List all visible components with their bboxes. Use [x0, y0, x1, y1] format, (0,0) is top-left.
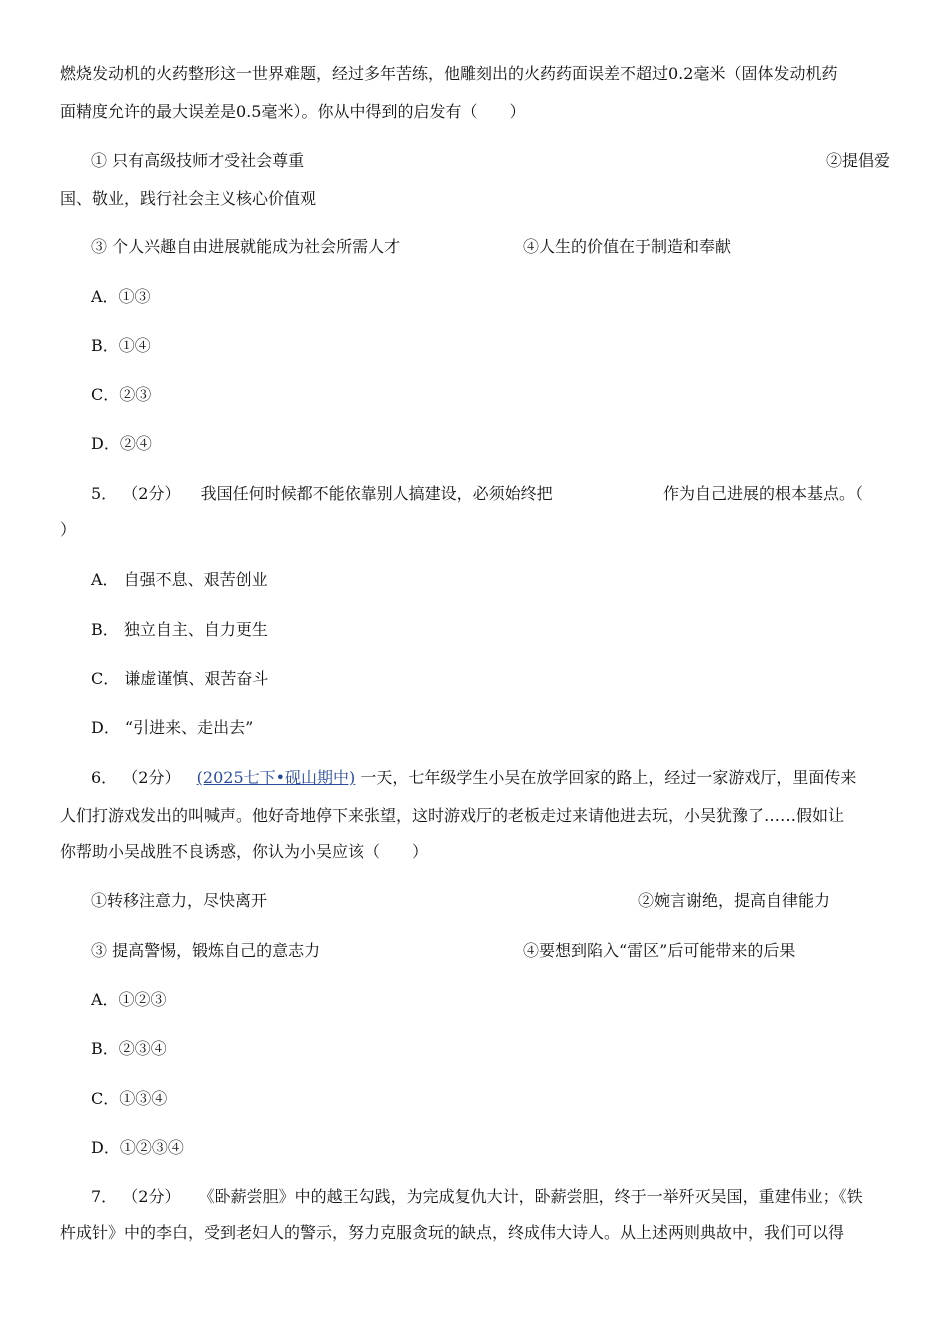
- q4-choice-b[interactable]: B．①④: [91, 336, 151, 355]
- q7-stem-line2: 杵成针》中的李白，受到老妇人的警示，努力克服贪玩的缺点，终成伟大诗人。从上述两则典故中，我们可以得: [60, 1223, 845, 1242]
- q6-choice-d[interactable]: D．①②③④: [91, 1138, 184, 1157]
- q6-option-2: ②婉言谢绝，提高自律能力: [638, 891, 831, 910]
- q6-stem-text: 一天，七年级学生小吴在放学回家的路上，经过一家游戏厅，里面传来: [360, 768, 857, 787]
- q5-choice-d[interactable]: D． “引进来、走出去”: [91, 718, 254, 737]
- q6-source-link[interactable]: (2025七下•砚山期中): [196, 768, 356, 787]
- q6-option-1: ①转移注意力，尽快离开: [91, 891, 268, 910]
- q7-score: （2分）: [122, 1187, 181, 1206]
- q5-stem-text: 我国任何时候都不能依靠别人搞建设，必须始终把: [200, 484, 553, 503]
- q7-number: 7．: [91, 1187, 118, 1206]
- q4-choice-a[interactable]: A．①③: [91, 287, 151, 306]
- q5-choice-b[interactable]: B． 独立自主、自力更生: [91, 620, 268, 639]
- q4-choice-c[interactable]: C．②③: [91, 385, 152, 404]
- q6-choice-b[interactable]: B．②③④: [91, 1039, 167, 1058]
- q7-stem-text: 《卧薪尝胆》中的越王勾践，为完成复仇大计，卧薪尝胆，终于一举歼灭吴国，重建伟业；《铁: [198, 1187, 863, 1206]
- q4-option-1: ① 只有高级技师才受社会尊重: [91, 151, 305, 170]
- q5-choice-c[interactable]: C． 谦虚谨慎、艰苦奋斗: [91, 669, 269, 688]
- q6-option-4: ④要想到陷入“雷区”后可能带来的后果: [523, 941, 796, 960]
- q7-stem-line1: [91, 1187, 863, 1207]
- q5-number: 5．: [91, 484, 118, 503]
- q6-option-3: ③ 提高警惕，锻炼自己的意志力: [91, 941, 321, 960]
- q6-score: （2分）: [122, 768, 181, 787]
- q6-number: 6．: [91, 768, 118, 787]
- q6-stem-line3: 你帮助小吴战胜不良诱惑，你认为小吴应该（ ）: [60, 842, 429, 861]
- q4-stem-line1: 燃烧发动机的火药整形这一世界难题，经过多年苦练，他雕刻出的火药药面误差不超过0.2毫米（固体发动机药: [60, 64, 838, 83]
- q4-option-3: ③ 个人兴趣自由进展就能成为社会所需人才: [91, 237, 401, 256]
- q6-choice-c[interactable]: C．①③④: [91, 1089, 168, 1108]
- q4-choice-d[interactable]: D．②④: [91, 434, 152, 453]
- q5-stem-close: ）: [60, 520, 77, 539]
- q5-score: （2分）: [122, 484, 181, 503]
- q5-choice-a[interactable]: A． 自强不息、艰苦创业: [91, 570, 268, 589]
- q6-stem-line1: [91, 768, 856, 788]
- q5-stem-tail: 作为自己进展的根本基点。（: [663, 484, 864, 503]
- q4-option-2-start: ②提倡爱: [826, 151, 891, 170]
- q6-stem-line2: 人们打游戏发出的叫喊声。他好奇地停下来张望，这时游戏厅的老板走过来请他进去玩，小吴犹豫了……假如让: [60, 806, 845, 825]
- q5-stem: [91, 484, 553, 504]
- q6-choice-a[interactable]: A．①②③: [91, 990, 167, 1009]
- q4-stem-line2: 面精度允许的最大误差是0.5毫米）。你从中得到的启发有（ ）: [60, 102, 526, 121]
- q4-option-4: ④人生的价值在于制造和奉献: [523, 237, 732, 256]
- q4-option-2-end: 国、敬业，践行社会主义核心价值观: [60, 189, 317, 208]
